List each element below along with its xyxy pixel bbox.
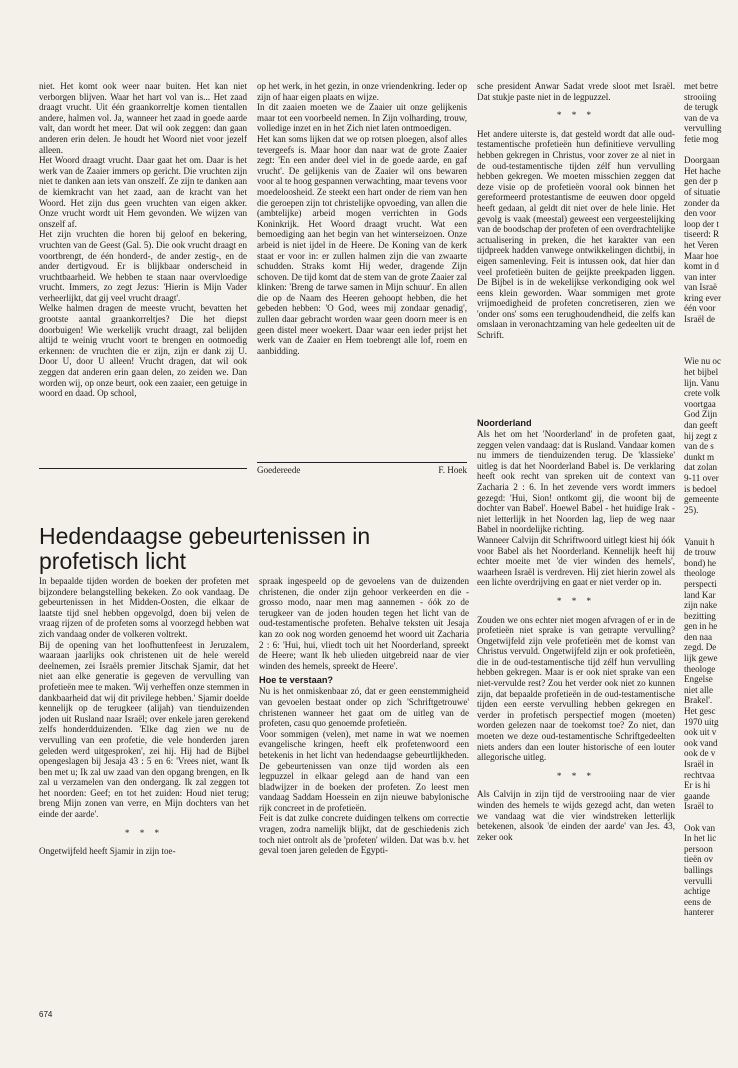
article-column-3 (477, 81, 675, 411)
paragraph: In bepaalde tijden worden de boeken der profeten met bijzondere belangstelling bekeken. Zo ook vandaag. De gebeurtenissen in het Midden-Oosten, die elkaar de laatste tijd snel hebben opgevolgd, doen bij velen de vraag rijzen of de profeten soms al voorzegd hebben wat zich vandaag onder de volkeren voltrekt. (39, 576, 249, 639)
edge-line: ook de v (684, 748, 716, 759)
edge-line: Er is hi (684, 780, 711, 791)
edge-line: vervulli (684, 875, 713, 886)
next-page-edge-column (684, 81, 738, 1016)
edge-line: rechtvaa (684, 769, 715, 780)
paragraph: sche president Anwar Sadat vrede sloot met Israël. Dat stukje paste niet in de legpuzzel. (477, 81, 675, 102)
paragraph: Wanneer Calvijn dit Schriftwoord uitlegt kiest hij óók voor Babel als het Noorderland. Kennelijk heeft hij echter moeite met 'de vier winden des hemels', waarheen Israël is verdreven. Hij ziet hierin zowel als een lichte overdrijving en gaat er niet verder op in. (477, 534, 675, 588)
edge-line: is bedoel (684, 483, 717, 494)
edge-line: dunkt m (684, 451, 715, 462)
edge-line: dan geeft (684, 420, 718, 430)
edge-line: Israël de (684, 314, 716, 325)
edge-line: ook vand (684, 737, 718, 748)
edge-line: Brakel'. (684, 695, 713, 706)
edge-line (684, 145, 738, 156)
edge-line: niet alle (684, 684, 714, 695)
edge-line (684, 335, 738, 346)
edge-line: van Israë (684, 282, 718, 293)
edge-line: den voor (684, 208, 717, 219)
article-title: Hedendaagse gebeurtenissen in profetisch licht (39, 523, 371, 574)
edge-line: Wie nu oc (684, 356, 722, 367)
edge-line: land Kar (684, 589, 716, 600)
page-number: 674 (39, 1010, 53, 1019)
edge-line: loop der t (684, 218, 719, 229)
edge-line: gaande (684, 790, 710, 801)
edge-line: In het lic (684, 833, 717, 844)
edge-line: 9-11 over (684, 472, 719, 483)
paragraph: Als Calvijn in zijn tijd de verstrooiing naar de vier winden des hemels te wijds gezegd acht, dan weten we vandaag wat die vier windstreken letterlijk betekenen, alsook 'de einden der aarde' van Jes. 43, zeker ook (477, 789, 675, 842)
edge-line: Het gesc (684, 706, 716, 717)
paragraph: op het werk, in het gezin, in onze vriendenkring. Ieder op zijn of haar eigen plaats en wijze. (257, 81, 467, 102)
paragraph: In dit zaaien moeten we de Zaaier uit onze gelijkenis maar tot een voorbeeld nemen. In Zijn volharding, trouw, volledige inzet en in het Zich niet laten ontmoedigen. (257, 102, 467, 134)
edge-line: lijn. Vanu (684, 377, 720, 388)
subheading-hoe-te-verstaan: Hoe te verstaan? (259, 675, 334, 686)
edge-line: het Veren (684, 239, 719, 250)
edge-line: tiseerd: R (684, 229, 720, 240)
paragraph: spraak ingespeeld op de gevoelens van de duizenden christenen, die onder zijn gehoor verkeerden en die - grosso modo, naar men mag aannemen - óók zo de terugkeer van de joden houden tegen het licht van de oud-testamentische profeten. Behalve teksten uit Jesaja kan zo ook nog worden genoemd het woord uit Zacharia 2 : 6: 'Hui, hui, vliedt toch uit het Noorderland, spreekt de Heere; want Ik heb ulieden uitgebreid naar de vier winden des hemels, spreekt de Heere'. (259, 576, 469, 671)
edge-line: zonder da (684, 197, 720, 208)
edge-line: Maar hoe (684, 250, 719, 261)
paragraph: Het zijn vruchten die horen bij geloof en bekering, vruchten van de Geest (Gal. 5). Die ook vrucht draagt en voortbrengt, de één honderd-, de ander zestig-, en de ander dertigvoud. Er is blijkbaar onderscheid in vruchtbaarheid. We hebben te staan naar overvloedige vrucht. Immers, zo zegt Jezus: 'Hierin is Mijn Vader verheerlijkt, dat gij veel vrucht draagt'. (39, 229, 247, 303)
article-column-4 (477, 414, 675, 974)
top-article-column-2 (257, 81, 467, 473)
section-divider: * * * (124, 827, 164, 838)
paragraph: Voor sommigen (velen), met name in wat we noemen evangelische kringen, heeft elk profetenwoord een betekenis in het licht van hedendaagse gebeurtlijkheden. De gebeurtenissen van onze tijd worden als een legpuzzel in elkaar gelegd aan de hand van een bladwijzer in de boeken der profeten. Zo leest men vandaag Saddam Hoessein en zijn nieuwe babylonische rijk concreet in de profetieën. (259, 728, 469, 813)
edge-line (684, 812, 738, 823)
edge-line: van de s (684, 441, 714, 452)
edge-line: Israël to (684, 801, 714, 812)
top-article-column-1 (39, 81, 247, 466)
edge-line: God Zijn (684, 409, 718, 420)
edge-line: komt in d (684, 261, 719, 272)
article-signature (257, 462, 467, 475)
edge-line (684, 515, 738, 526)
edge-line: Ook van (684, 822, 716, 833)
edge-line: van de va (684, 112, 719, 123)
edge-line: vervulling (684, 123, 722, 134)
edge-line: den naa (684, 631, 713, 642)
edge-line: voortgaa (684, 398, 716, 409)
edge-line: strooiing (684, 91, 717, 102)
signature-author: F. Hoek (438, 465, 467, 475)
edge-line (684, 346, 738, 357)
edge-line: gen in he (684, 621, 718, 632)
edge-line: de terugk (684, 102, 719, 113)
paragraph: Nu is het onmiskenbaar zó, dat er geen eenstemmigheid van gevoelen bestaat onder op zich 'Schriftgetrouwe' christenen wanneer het gaat om de uitleg van de profeten, casu quo genoemde profetieën. (259, 686, 469, 729)
edge-line: hij zegt z (684, 430, 718, 441)
edge-line: crete volk (684, 388, 721, 399)
paragraph: Zouden we ons echter niet mogen afvragen of er in de profetieën niet sprake is van getrapte vervulling? Ongetwijfeld zijn vele profetieën met de komst van Christus vervuld. Ongetwijfeld zijn er ook profetieën, die in de oud-testamentische tijd zélf hun vervulling hebben gekregen. Maar is er ook niet sprake van een niet-vervulde rest? Zou het verder ook niet zo kunnen zijn, dat bepaalde profetieën in de oud-testamentische tijden een eerste vervulling hebben gekregen en verder in profetisch perspectief mogen (moeten) worden gelezen naar de toekomst toe? Zo niet, dan moeten we deze oud-testamentische Schriftgedeelten niets anders dan een louter historische of een louter allegorische uitleg. (477, 614, 675, 763)
edge-line: bond) he (684, 557, 717, 568)
edge-line: gemeente (684, 494, 719, 505)
article-column-1 (39, 576, 249, 996)
edge-line: met betre (684, 81, 719, 91)
edge-line: kring ever (684, 292, 722, 303)
subheading-noorderland: Noorderland (477, 418, 532, 428)
paragraph: Bij de opening van het loofhuttenfeest in Jeruzalem, waaraan jaarlijks ook christenen uit de hele wereld deelnemen, zei Israëls premier Jitschak Sjamir, dat het niet aan elke generatie is gegeven de vervulling van profetieën mee te maken. 'Wij verheffen onze stemmen in dankbaarheid dat wij dit privilege hebben.' Sjamir doelde kennelijk op de terugkeer (alijah) van tienduizenden joden uit Rusland naar Israël; over enkele jaren gerekend zelfs honderdduizenden. 'Elke dag zien we nu de vervulling van een profetie, die vele honderden jaren geleden werd uitgesproken', zei hij. Hij had de Bijbel opengeslagen bij Jesaja 43 : 5 en 6: 'Vrees niet, want Ik ben met u; Ik zal uw zaad van den opgang brengen, en Ik zal u verzamelen van den ondergang. Ik zal zeggen tot het noorden: Geef; en tot het zuiden: Houd niet terug; breng Mijn zonen van verre, en Mijn dochters van het einde der aarde'. (39, 639, 249, 820)
paragraph: Het andere uiterste is, dat gesteld wordt dat alle oud-testamentische profetieën hun definitieve vervulling hebben gekregen in Christus, voor zover ze al niet in de oud-testamentische tijden zélf hun vervulling hebben gekregen. We moeten misschien zeggen dat deze visie op de profetieën vooral ook binnen het gereformeerd protestantisme de eeuwen door opgeld heeft gedaan, al geldt dit niet over de hele linie. Het gevolg is vaak (meestal) geweest een vergeestelijking van de boodschap der profeten of een overdrachtelijke actualisering in preken, die het karakter van een tijdpreek hadden vanwege ontwikkelingen dichtbij, in eigen samenleving. Feit is intussen ook, dat hier dan veel profetieën buiten de geijkte preekpaden liggen. De Bijbel is in de wekelijkse verkondiging ook wel eens klein geworden. Waar sommigen met grote vrijmoedigheid de profeten concretiseren, zien we 'onder ons' soms een terughoudendheid, die zelfs kan omslaan in veronachtzaming van hele gedeelten uit de Schrift. (477, 128, 675, 341)
section-divider: * * * (556, 110, 596, 121)
edge-line: eens de (684, 896, 712, 907)
edge-line: of situatie (684, 186, 721, 197)
signature-place: Goedereede (257, 465, 301, 475)
edge-line: Het hache (684, 165, 721, 176)
edge-line: 1970 uitg (684, 716, 719, 727)
edge-line: Israël in (684, 759, 714, 769)
edge-line: het bijbel (684, 367, 719, 378)
edge-line: dat zolan (684, 462, 718, 473)
edge-line: zegd. De (684, 642, 717, 653)
edge-line: bezitting (684, 610, 716, 621)
edge-line (684, 526, 738, 537)
paragraph: Welke halmen dragen de meeste vrucht, bevatten het grootste aantal graankorreltjes? Die het diepst doorbuigen! Wie werkelijk vrucht draagt, zal belijden altijd te weinig vrucht voort te brengen en ootmoedig erkennen: de vruchten die er zijn, zijn er dank zij U. Door U, door U alleen! Vrucht dragen, dat wil ook zeggen dat anderen erin gaan delen, zo zeiden we. Dan worden wij, op onze beurt, ook een zaaier, een getuige in woord en daad. Op school, (39, 303, 247, 399)
paragraph: Het kan soms lijken dat we op rotsen ploegen, alsof alles tevergeefs is. Maar hoor dan naar wat de grote Zaaier zegt: 'En een ander deel viel in de goede aarde, en gaf vrucht'. De gelijkenis van de Zaaier wil ons bewaren voor al te hoog gespannen verwachting, maar tevens voor moedeloosheid. Ze steekt een hart onder de riem van hen die geroepen zijn tot christelijke opvoeding, van allen die (ambtelijke) arbeid mogen verrichten in Gods Koninkrijk. Het Woord draagt vrucht. Wat een bemoediging aan het begin van het winterseizoen. Onze arbeid is niet ijdel in de Heere. De Koning van de kerk staat er voor in: er zullen halmen zijn die van zwaarte schudden. Straks komt Hij weder, dragende Zijn schoven. De tijd komt dat de stem van de grote Zaaier zal klinken: 'Breng de tarwe samen in Mijn schuur'. En allen die op de Naam des Heeren gehoopt hebben, die het gebeden hebben: 'O God, wees mij zondaar genadig', zullen daar gebracht worden waar geen doorn meer is en geen distel meer woekert. Daar waar een ieder prijst het werk van de Zaaier en Hem toebrengt alle lof, roem en aanbidding. (257, 133, 467, 356)
edge-line: zijn nake (684, 600, 718, 611)
article-column-2 (259, 576, 469, 996)
edge-line: 25). (684, 504, 699, 515)
edge-line: gen der p (684, 176, 718, 187)
paragraph: Het Woord draagt vrucht. Daar gaat het om. Daar is het werk van de Zaaier immers op gericht. Die vruchten zijn niet te danken aan iets van onszelf. Ze zijn te danken aan de kiemkracht van het zaad, aan de kracht van het Woord. Het zijn dus geen vruchten van eigen akker. Onze vrucht wordt uit Hem gevonden. We wijzen van onszelf af. (39, 155, 247, 229)
edge-line: ook uit v (684, 727, 717, 738)
edge-line: hanterer (684, 907, 714, 918)
paragraph: niet. Het komt ook weer naar buiten. Het kan niet verborgen blijven. Waar het hart vol van is... Het zaad draagt vrucht. Uit één graankorreltje komen tientallen andere, halmen vol. Ja, wanneer het zaad in goede aarde valt, dan wordt het meer. Dat wil ook zeggen: dan gaan anderen erin delen. Je houdt het Woord niet voor jezelf alleen. (39, 81, 247, 155)
edge-line: Vanuit h (684, 536, 715, 547)
edge-line: theologe (684, 568, 716, 579)
edge-line: tieën ov (684, 854, 714, 865)
edge-line: Doorgaan (684, 155, 720, 166)
paragraph: Feit is dat zulke concrete duidingen telkens om correctie vragen, zodra namelijk blijkt, dat de geschiedenis zich toch niet ontrolt als de 'profeten' wilden. Dat was b.v. het geval toen jaren geleden de Egypti- (259, 813, 469, 856)
edge-line: van inter (684, 271, 717, 282)
section-divider: * * * (556, 595, 596, 606)
edge-line: één voor (684, 303, 716, 314)
edge-line: theologe (684, 663, 716, 674)
edge-line: achtige (684, 886, 711, 897)
edge-line: de trouw (684, 547, 717, 558)
edge-line: fetie mog (684, 133, 719, 144)
edge-line: lijk gewe (684, 653, 718, 664)
edge-line: Engelse (684, 674, 713, 685)
edge-line: ballings (684, 864, 713, 875)
edge-line: perspecti (684, 578, 717, 589)
paragraph: Ongetwijfeld heeft Sjamir in zijn toe- (39, 846, 176, 857)
paragraph: Als het om het 'Noorderland' in de profeten gaat, zeggen velen vandaag: dat is Rusland. Vandaar komen nu immers de tienduizenden terug. De 'klassieke' uitleg is dat het Noorderland Babel is. De verklaring heeft ook recht van spreken uit de context van Zacharia 2 : 6. In het zevende vers wordt immers gezegd: 'Hui, Sion! ontkomt gij, die woont bij de dochter van Babel'. Hoewel Babel - het huidige Irak - niet letterlijk in het Noorden lag, liep de weg naar Babel in noordelijke richting. (477, 429, 675, 535)
column-rule (39, 468, 247, 469)
edge-line: persoon (684, 843, 713, 854)
edge-line (684, 325, 738, 336)
section-divider: * * * (556, 770, 596, 781)
